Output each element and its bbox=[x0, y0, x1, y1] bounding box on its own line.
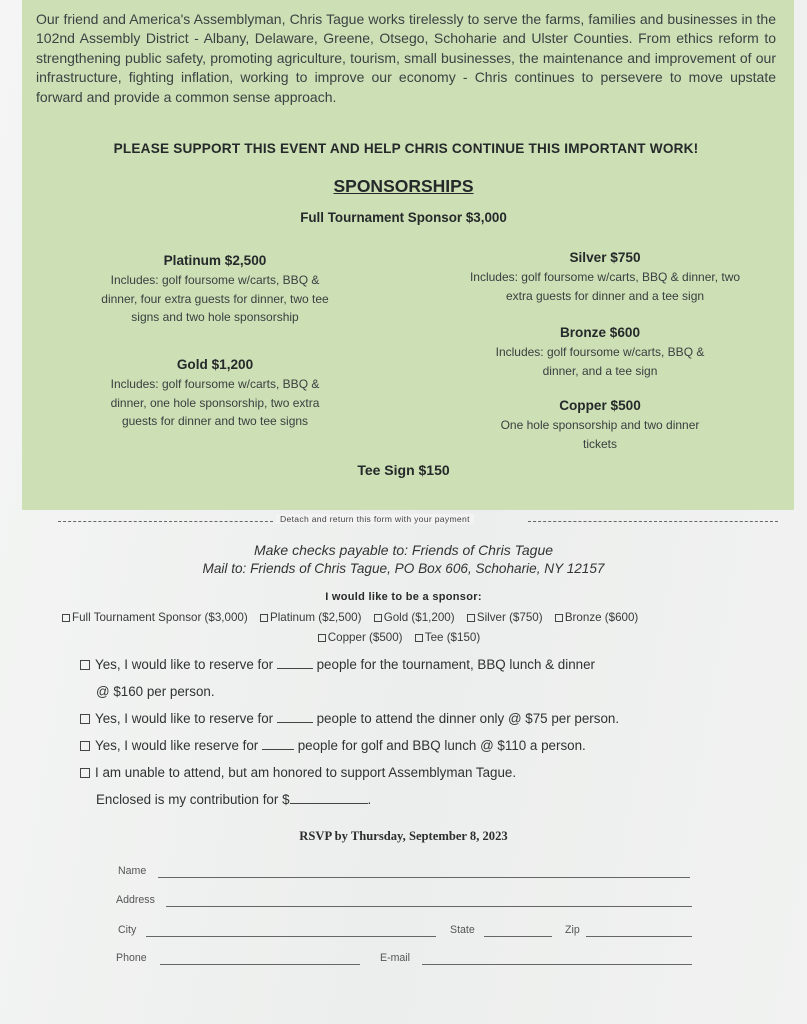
tier-description: Includes: golf foursome w/carts, BBQ & dinner, four extra guests for dinner, two tee signs and two hole sponsorship bbox=[101, 273, 329, 325]
checkbox-icon[interactable] bbox=[80, 741, 90, 751]
count-blank[interactable] bbox=[262, 738, 294, 750]
tier-copper bbox=[500, 398, 700, 453]
tier-platinum bbox=[95, 253, 335, 327]
count-blank[interactable] bbox=[277, 711, 313, 723]
tier-name: Bronze $600 bbox=[559, 325, 641, 340]
contribution-blank[interactable] bbox=[290, 792, 368, 804]
detach-instruction: Detach and return this form with your payment bbox=[276, 514, 474, 524]
name-label: Name bbox=[118, 865, 147, 877]
option-bronze[interactable]: Bronze ($600) bbox=[555, 611, 638, 624]
tier-bronze bbox=[495, 325, 705, 380]
tier-name: Copper $500 bbox=[559, 398, 641, 413]
option-silver[interactable]: Silver ($750) bbox=[467, 611, 543, 624]
city-label: City bbox=[118, 924, 137, 936]
count-blank[interactable] bbox=[277, 657, 313, 669]
city-field[interactable] bbox=[146, 936, 436, 937]
sponsor-options-row bbox=[62, 611, 752, 625]
checkbox-icon[interactable] bbox=[80, 660, 90, 670]
tee-sign-tier: Tee Sign $150 bbox=[357, 462, 450, 478]
dashed-divider bbox=[528, 521, 778, 522]
checks-payable: Make checks payable to: Friends of Chris Tague bbox=[253, 542, 554, 558]
tier-description: One hole sponsorship and two dinner tickets bbox=[500, 418, 700, 451]
tier-description: Includes: golf foursome w/carts, BBQ & dinner, one hole sponsorship, two extra guests for dinner and two tee signs bbox=[110, 377, 320, 429]
address-label: Address bbox=[116, 894, 155, 906]
zip-field[interactable] bbox=[586, 936, 692, 937]
full-tournament-sponsor: Full Tournament Sponsor $3,000 bbox=[300, 210, 507, 225]
reserve-dinner-option[interactable]: Yes, I would like to reserve for people to attend the dinner only @ $75 per person. bbox=[80, 711, 619, 726]
unable-attend-option[interactable]: I am unable to attend, but am honored to support Assemblyman Tague. bbox=[80, 765, 516, 780]
option-platinum[interactable]: Platinum ($2,500) bbox=[260, 611, 362, 624]
tier-silver bbox=[455, 250, 755, 305]
state-field[interactable] bbox=[484, 936, 552, 937]
mail-address: Mail to: Friends of Chris Tague, PO Box 606, Schoharie, NY 12157 bbox=[202, 561, 605, 576]
reserve-golf-option[interactable]: Yes, I would like reserve for people for golf and BBQ lunch @ $110 a person. bbox=[80, 738, 586, 753]
name-field[interactable] bbox=[158, 877, 690, 878]
checkbox-icon[interactable] bbox=[415, 634, 423, 642]
email-field[interactable] bbox=[422, 964, 692, 965]
zip-label: Zip bbox=[565, 924, 580, 936]
address-field[interactable] bbox=[166, 906, 692, 907]
reserve-full-price: @ $160 per person. bbox=[96, 684, 215, 699]
rsvp-deadline: RSVP by Thursday, September 8, 2023 bbox=[299, 829, 508, 843]
checkbox-icon[interactable] bbox=[555, 614, 563, 622]
option-tee[interactable]: Tee ($150) bbox=[415, 631, 480, 644]
checkbox-icon[interactable] bbox=[80, 768, 90, 778]
support-callout: PLEASE SUPPORT THIS EVENT AND HELP CHRIS CONTINUE THIS IMPORTANT WORK! bbox=[113, 141, 699, 156]
detach-line bbox=[58, 514, 778, 528]
state-label: State bbox=[450, 924, 475, 936]
tier-name: Silver $750 bbox=[569, 250, 641, 265]
option-copper[interactable]: Copper ($500) bbox=[318, 631, 403, 644]
sponsor-prompt: I would like to be a sponsor: bbox=[325, 591, 482, 603]
contribution-line: Enclosed is my contribution for $ . bbox=[96, 792, 372, 807]
reserve-full-option[interactable]: Yes, I would like to reserve for people for the tournament, BBQ lunch & dinner bbox=[80, 657, 595, 672]
checkbox-icon[interactable] bbox=[318, 634, 326, 642]
option-full-tournament[interactable]: Full Tournament Sponsor ($3,000) bbox=[62, 611, 248, 624]
phone-field[interactable] bbox=[160, 964, 360, 965]
intro-paragraph: Our friend and America's Assemblyman, Chris Tague works tirelessly to serve the farms, families and businesses in the 102nd Assembly District - Albany, Delaware, Greene, Otsego, Schoharie and Ulster Counties. From ethics reform to strengthening public safety, promoting agriculture, tourism, small businesses, the maintenance and improvement of our infrastructure, fighting inflation, working to improve our economy - Chris continues to persevere to move upstate forward and provide a common sense approach. bbox=[36, 11, 776, 105]
checkbox-icon[interactable] bbox=[62, 614, 70, 622]
tier-name: Gold $1,200 bbox=[176, 357, 254, 372]
sponsor-options-row bbox=[0, 631, 807, 645]
tier-gold bbox=[95, 357, 335, 431]
sponsorships-heading: SPONSORSHIPS bbox=[333, 176, 474, 196]
email-label: E-mail bbox=[380, 952, 411, 964]
checkbox-icon[interactable] bbox=[374, 614, 382, 622]
tier-description: Includes: golf foursome w/carts, BBQ & dinner, and a tee sign bbox=[495, 345, 705, 378]
tier-name: Platinum $2,500 bbox=[163, 253, 267, 268]
tier-description: Includes: golf foursome w/carts, BBQ & dinner, two extra guests for dinner and a tee sign bbox=[469, 270, 741, 303]
checkbox-icon[interactable] bbox=[80, 714, 90, 724]
dashed-divider bbox=[58, 521, 273, 522]
phone-label: Phone bbox=[116, 952, 147, 964]
checkbox-icon[interactable] bbox=[467, 614, 475, 622]
option-gold[interactable]: Gold ($1,200) bbox=[374, 611, 455, 624]
checkbox-icon[interactable] bbox=[260, 614, 268, 622]
